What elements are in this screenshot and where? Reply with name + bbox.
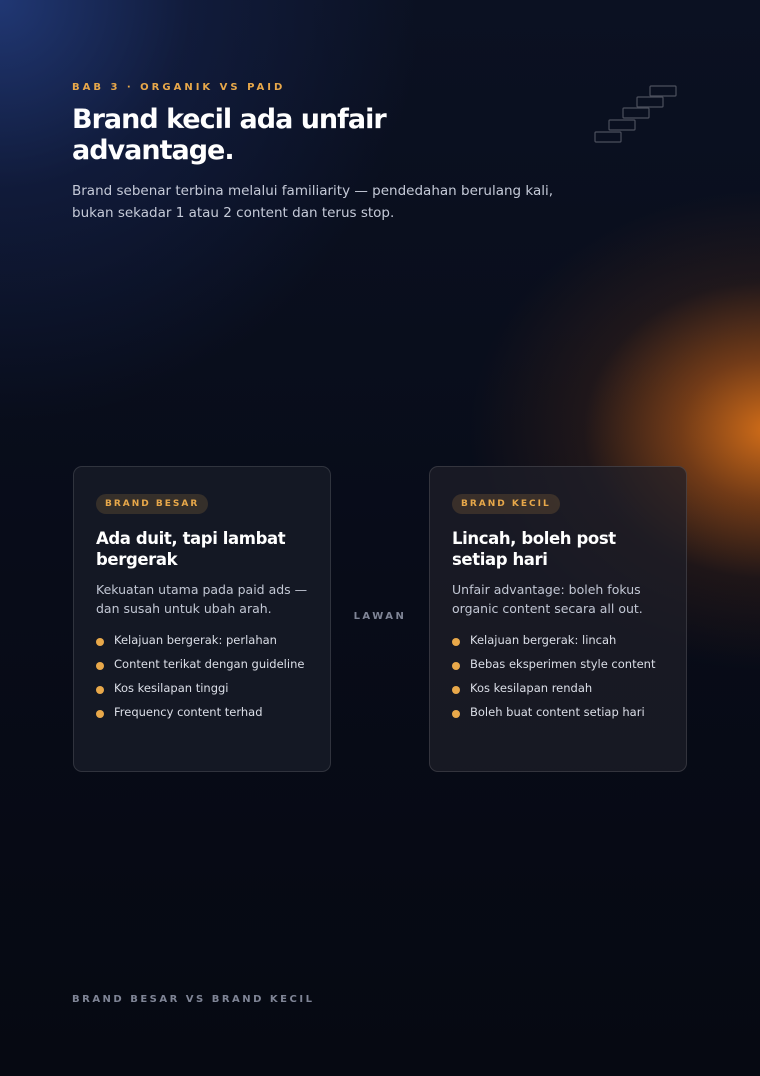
list-item [452,680,664,697]
bullet-dot-icon [452,710,460,718]
card-title: Ada duit, tapi lambat bergerak [96,529,286,569]
card-points [96,632,308,721]
card-brand-besar [73,466,331,772]
lead-paragraph: Brand sebenar terbina melalui familiarity — pendedahan berulang kali, bukan sekadar 1 atau 2 content dan terus stop. [72,183,554,221]
card-description: Unfair advantage: boleh fokus organic content secara all out. [452,582,643,616]
card-description: Kekuatan utama pada paid ads — dan susah untuk ubah arah. [96,582,308,616]
list-item [96,656,308,673]
bullet-dot-icon [96,638,104,646]
card-points [452,632,664,721]
list-item-text: Frequency content terhad [114,705,263,719]
card-badge: BRAND BESAR [96,494,208,514]
bullet-dot-icon [452,686,460,694]
list-item [96,680,308,697]
list-item-text: Kelajuan bergerak: perlahan [114,633,277,647]
card-brand-kecil [429,466,687,772]
card-title: Lincah, boleh post setiap hari [452,529,616,569]
stairs-icon [594,84,678,146]
list-item [452,656,664,673]
page-footer: BRAND BESAR VS BRAND KECIL [72,994,315,1005]
chapter-eyebrow: BAB 3 · ORGANIK VS PAID [72,82,286,93]
list-item-text: Kos kesilapan rendah [470,681,593,695]
bullet-dot-icon [96,686,104,694]
list-item-text: Content terikat dengan guideline [114,657,305,671]
list-item-text: Bebas eksperimen style content [470,657,656,671]
page-title: Brand kecil ada unfair advantage. [72,104,386,166]
list-item-text: Kos kesilapan tinggi [114,681,229,695]
list-item [452,632,664,649]
list-item [96,632,308,649]
bullet-dot-icon [452,662,460,670]
bullet-dot-icon [452,638,460,646]
list-item [96,704,308,721]
versus-label: LAWAN [353,611,407,622]
list-item-text: Boleh buat content setiap hari [470,705,645,719]
list-item [452,704,664,721]
list-item-text: Kelajuan bergerak: lincah [470,633,617,647]
card-badge: BRAND KECIL [452,494,560,514]
bullet-dot-icon [96,662,104,670]
bullet-dot-icon [96,710,104,718]
